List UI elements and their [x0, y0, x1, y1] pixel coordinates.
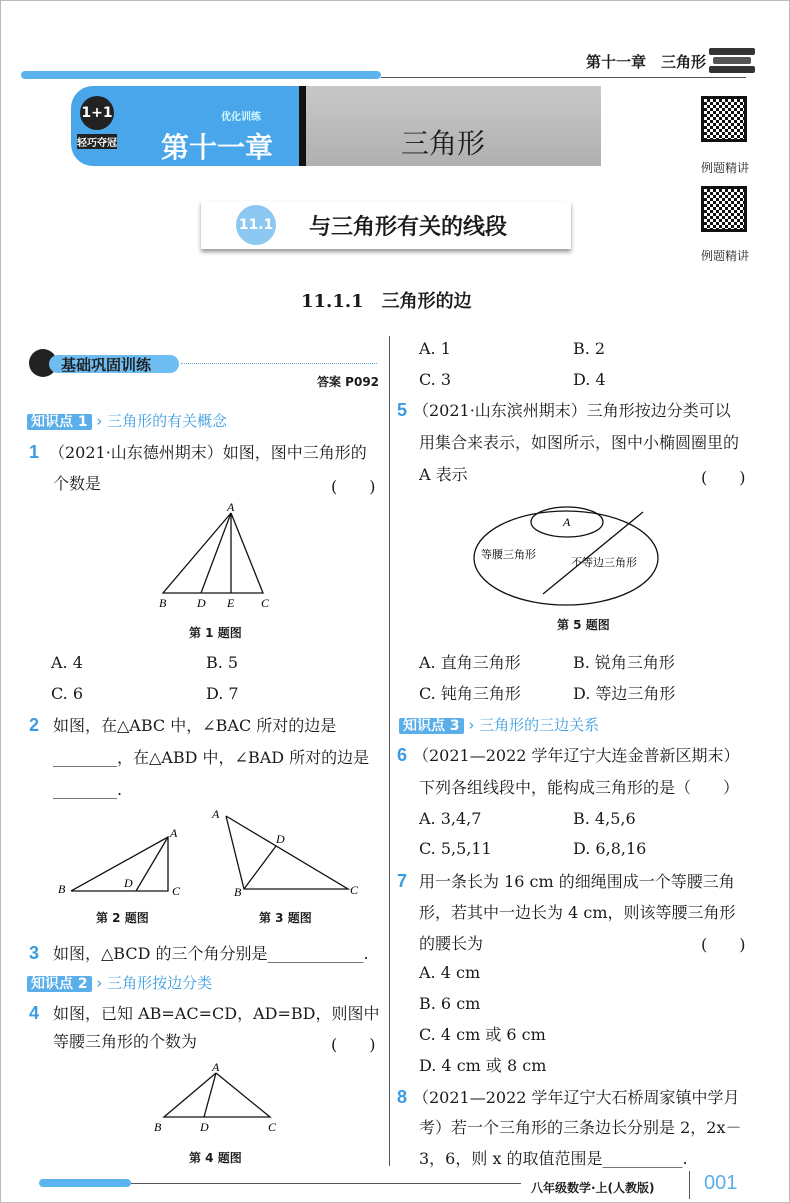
point-label: D	[197, 596, 206, 610]
ellipse-label: A	[563, 515, 571, 529]
training-banner: 基础巩固训练	[29, 349, 179, 377]
point-label: B	[58, 882, 66, 896]
qr-label: 例题精讲	[701, 161, 750, 175]
figure-4	[146, 1059, 286, 1134]
question-number: 8	[397, 1087, 408, 1107]
question-text: ________.	[53, 780, 123, 799]
qr-label: 例题精讲	[701, 249, 750, 263]
figure-caption: 第 4 题图	[189, 1151, 242, 1165]
question-text: 等腰三角形的个数为	[53, 1032, 198, 1051]
chapter-banner	[71, 86, 601, 166]
question-text: 如图，在△ABC 中，∠BAC 所对的边是	[53, 716, 337, 735]
figure-caption: 第 2 题图	[96, 911, 149, 925]
figure-caption: 第 1 题图	[189, 626, 242, 640]
point-label: D	[200, 1120, 209, 1134]
point-label: C	[172, 884, 181, 896]
point-label: C	[350, 883, 359, 896]
region-label: 等腰三角形	[481, 549, 536, 561]
option: B. 锐角三角形	[573, 653, 675, 672]
question-text: 如图，△BCD 的三个角分别是____________.	[53, 944, 369, 963]
question-text: 形，若其中一边长为 4 cm，则该等腰三角形	[419, 903, 736, 922]
footer-rule	[131, 1183, 521, 1184]
option: D. 4	[573, 370, 606, 389]
point-label: A	[227, 501, 235, 514]
point-label: C	[261, 596, 270, 610]
point-label: B	[159, 596, 167, 610]
question-text: 用一条长为 16 cm 的细绳围成一个等腰三角	[419, 872, 735, 891]
question-text: A 表示	[419, 465, 468, 484]
option: A. 3,4,7	[419, 809, 482, 828]
question-text: （2021·山东德州期末）如图，图中三角形的	[49, 443, 367, 462]
question-number: 3	[29, 943, 40, 963]
subsection-title: 11.1.1 三角形的边	[301, 291, 472, 312]
header-rule	[381, 77, 746, 78]
figure-3	[206, 806, 366, 896]
knowledge-point-2: 知识点 2 › 三角形按边分类	[27, 973, 212, 993]
point-label: A	[212, 807, 220, 821]
question-text: 的腰长为	[419, 934, 484, 953]
page-number: 001	[704, 1172, 738, 1194]
question-text: 如图，已知 AB=AC=CD，AD=BD，则图中	[53, 1004, 380, 1023]
option: D. 7	[206, 684, 239, 703]
figure-caption: 第 5 题图	[557, 618, 610, 632]
point-label: D	[124, 876, 133, 890]
point-label: C	[268, 1120, 277, 1134]
footer-blue-stroke	[39, 1179, 131, 1187]
section-title: 与三角形有关的线段	[309, 215, 508, 240]
figure-5-venn	[471, 506, 661, 611]
question-text: （2021—2022 学年辽宁大石桥周家镇中学月	[413, 1088, 740, 1107]
question-number: 1	[29, 442, 40, 462]
answer-paren: ( )	[701, 935, 746, 954]
region-label: 不等边三角形	[571, 557, 637, 569]
answer-ref: 答案 P092	[317, 375, 380, 389]
option: A. 4 cm	[419, 963, 481, 982]
option: C. 5,5,11	[419, 839, 492, 858]
option: C. 钝角三角形	[419, 684, 521, 703]
question-text: 考）若一个三角形的三条边长分别是 2，2x－	[419, 1118, 742, 1137]
option: B. 2	[573, 339, 606, 358]
option: B. 6 cm	[419, 994, 481, 1013]
question-text: （2021—2022 学年辽宁大连金普新区期末）	[413, 746, 740, 765]
point-label: B	[154, 1120, 162, 1134]
banner-chapter: 第十一章	[161, 131, 274, 164]
answer-paren: ( )	[331, 477, 376, 496]
question-number: 2	[29, 715, 40, 735]
option: D. 6,8,16	[573, 839, 647, 858]
running-title: 第十一章 三角形	[586, 53, 707, 71]
dotted-rule	[181, 363, 377, 364]
question-text: ________，在△ABD 中，∠BAD 所对的边是	[53, 748, 370, 767]
qr-code[interactable]	[701, 96, 747, 142]
option: B. 5	[206, 653, 239, 672]
option: A. 4	[51, 653, 83, 672]
option: C. 3	[419, 370, 452, 389]
banner-tag: 优化训练	[221, 112, 261, 123]
question-number: 7	[397, 871, 408, 891]
question-text: 3，6，则 x 的取值范围是__________.	[419, 1149, 688, 1168]
option: B. 4,5,6	[573, 809, 636, 828]
section-header	[201, 201, 571, 249]
question-number: 5	[397, 400, 408, 420]
header-blue-stroke	[21, 71, 381, 79]
section-number: 11.1	[236, 205, 276, 245]
qr-code[interactable]	[701, 186, 747, 232]
question-text: 用集合来表示，如图所示，图中小椭圆圈里的	[419, 433, 740, 452]
footer-divider	[689, 1171, 690, 1199]
books-icon	[709, 46, 755, 80]
logo: 1+1 轻巧夺冠	[77, 96, 117, 158]
option: A. 1	[419, 339, 451, 358]
question-text: （2021·山东滨州期末）三角形按边分类可以	[413, 401, 731, 420]
banner-title: 三角形	[401, 127, 486, 160]
answer-paren: ( )	[701, 468, 746, 487]
option: C. 4 cm 或 6 cm	[419, 1025, 546, 1044]
option: A. 直角三角形	[419, 653, 521, 672]
point-label: A	[212, 1060, 220, 1074]
answer-paren: ( )	[331, 1035, 376, 1054]
point-label: A	[170, 826, 178, 840]
option: D. 4 cm 或 8 cm	[419, 1056, 547, 1075]
knowledge-point-3: 知识点 3 › 三角形的三边关系	[399, 715, 599, 735]
option: C. 6	[51, 684, 84, 703]
question-number: 4	[29, 1003, 40, 1023]
question-number: 6	[397, 745, 408, 765]
column-divider	[389, 336, 390, 1166]
point-label: D	[276, 832, 285, 846]
option: D. 等边三角形	[573, 684, 676, 703]
figure-caption: 第 3 题图	[259, 911, 312, 925]
figure-1	[151, 501, 281, 611]
question-text: 个数是	[53, 474, 102, 493]
knowledge-point-1: 知识点 1 › 三角形的有关概念	[27, 411, 227, 431]
point-label: B	[234, 885, 242, 896]
figure-2	[56, 821, 186, 896]
question-text: 下列各组线段中，能构成三角形的是（ ）	[419, 778, 740, 797]
point-label: E	[227, 596, 235, 610]
footer-book-title: 八年级数学·上(人教版)	[531, 1181, 655, 1195]
